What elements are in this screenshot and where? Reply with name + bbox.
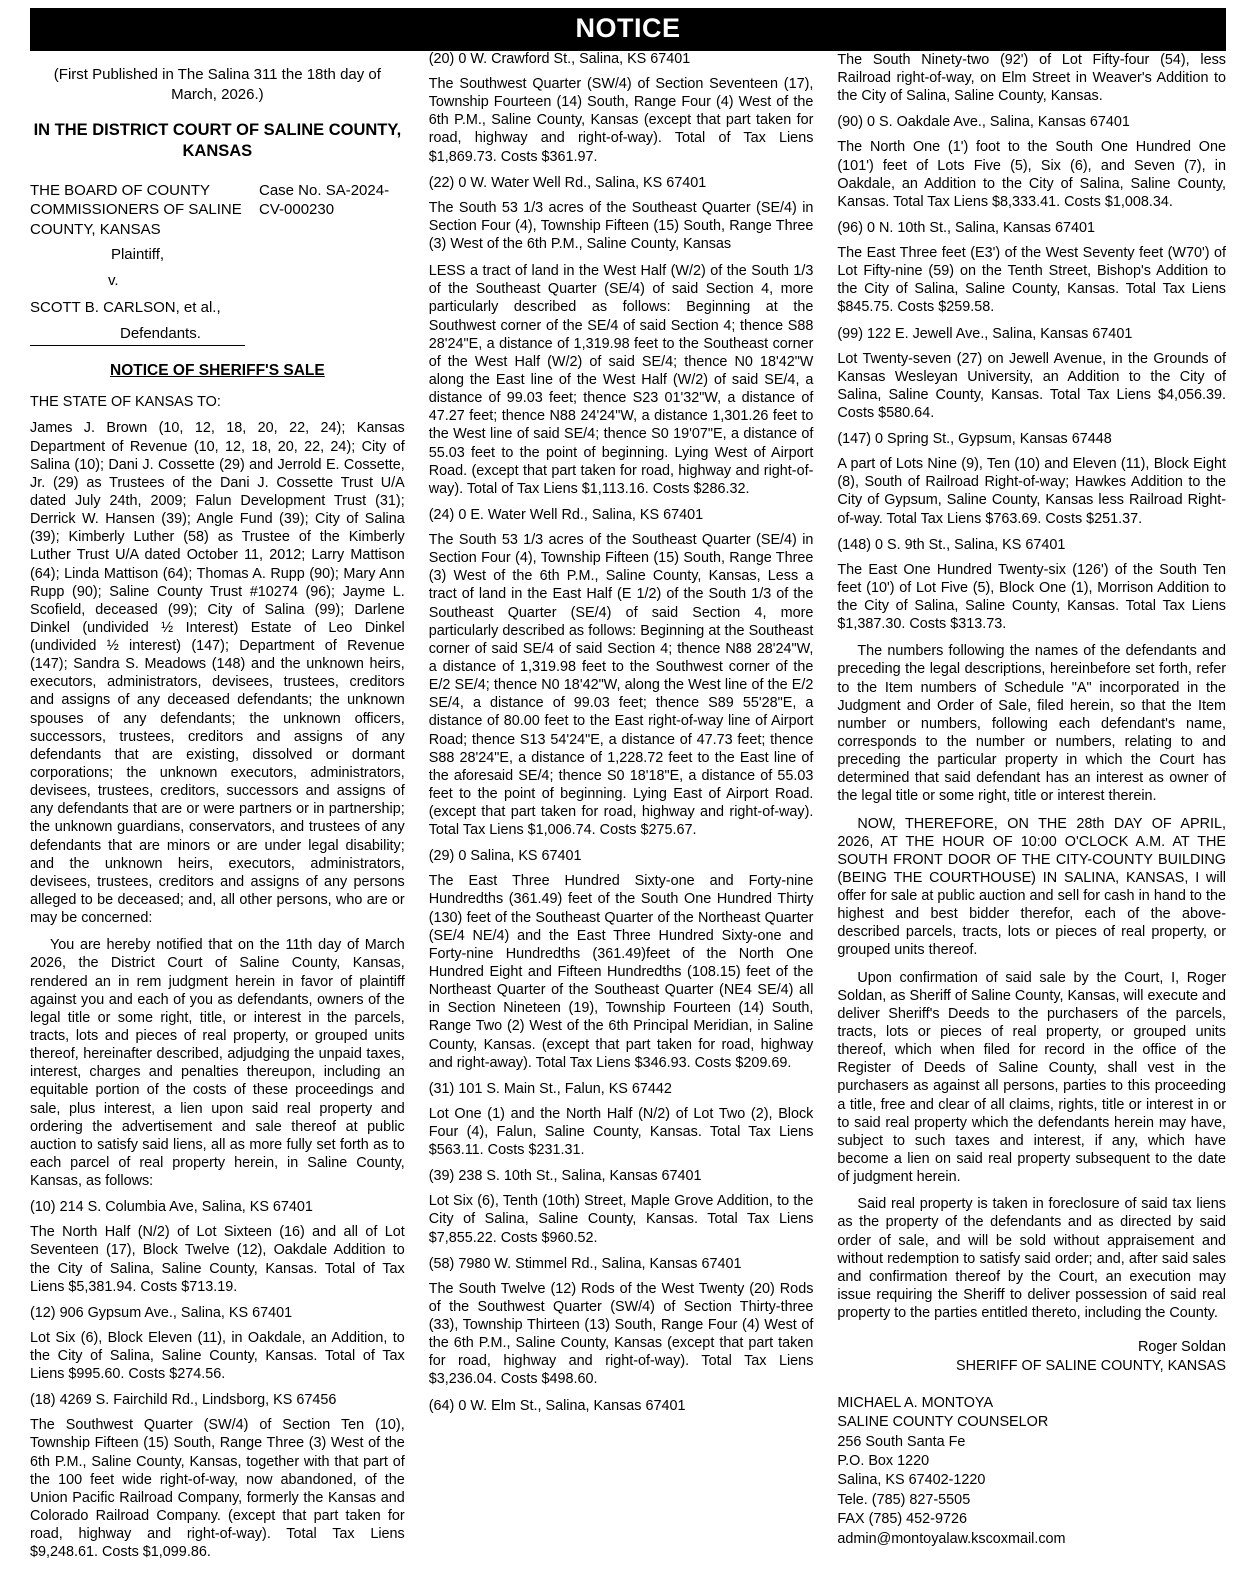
parcel-desc-39: Lot Six (6), Tenth (10th) Street, Maple Grove Addition, to the City of Salina, Saline County, Kansas. Total Tax Liens $7,855.22. Costs $960.52. xyxy=(428,1193,814,1246)
parcel-head-99: (99) 122 E. Jewell Ave., Salina, Kansas 67401 xyxy=(837,325,1133,342)
parcel-head-96: (96) 0 N. 10th St., Salina, Kansas 67401 xyxy=(837,219,1095,236)
notice-paragraph: You are hereby notified that on the 11th day of March 2026, the District Court of Saline County, Kansas, rendered an in rem judgment herein in favor of plaintiff against you and each of you as defendants, owners of the legal title or some right, title, or interest in the parcels, tracts, lots and pieces of real property, or grouped units thereof, hereinafter described, adjudging the unpaid taxes, interest, charges and penalties thereupon, including an equitable portion of the costs of these proceedings and sale, plus interest, a lien upon said real property and ordering the advertisement and sale thereof at public auction to satisfy said liens, all as more fully set forth as to each parcel of real property herein, in Saline County, Kansas, as follows: xyxy=(30,937,405,1190)
counselor-telephone: Tele. (785) 827-5505 xyxy=(837,1491,971,1508)
defendants-label: Defendants. xyxy=(30,324,245,347)
counselor-title: SALINE COUNTY COUNSELOR xyxy=(837,1414,1049,1431)
schedule-numbers-paragraph: The numbers following the names of the defendants and preceding the legal descriptions, hereinbefore set forth, refer to the Item numbers of Schedule "A" incorporated in the Judgment and Order of Sale, filed herein, so that the Item number or numbers, following each defendant's name, corresponds to the number or numbers, relating to and preceding the particular property in which the Court has determined that said defendant has an interest as owner of the legal title or some right, title or interest therein. xyxy=(837,643,1226,805)
parcel-head-24: (24) 0 E. Water Well Rd., Salina, KS 67401 xyxy=(428,506,704,523)
plaintiff-label: Plaintiff, xyxy=(110,246,165,264)
parcel-head-22: (22) 0 W. Water Well Rd., Salina, KS 67401 xyxy=(428,174,707,191)
parcel-head-39: (39) 238 S. 10th St., Salina, Kansas 67401 xyxy=(428,1168,702,1185)
parcel-desc-64: The South Ninety-two (92') of Lot Fifty-four (54), less Railroad right-of-way, on Elm Street in Weaver's Addition to the City of Salina, Saline County, Kansas. xyxy=(837,52,1226,105)
parcel-desc-58: The South Twelve (12) Rods of the West Twenty (20) Rods of the Southwest Quarter (SW/4) of Section Thirty-three (33), Township Thirteen (13) South, Range Four (4) West of the 6th P.M., Saline County, Kansas (except that part taken for road, highway and right-of-way). Total Tax Liens $3,236.04. Costs $498.60. xyxy=(428,1280,814,1388)
counselor-address-1: 256 South Santa Fe xyxy=(837,1433,966,1450)
confirmation-paragraph: Upon confirmation of said sale by the Court, I, Roger Soldan, as Sheriff of Saline County, Kansas, will execute and deliver Sheriff's Deeds to the purchasers of the parcels, tracts, lots or pieces of real property, or grouped units thereof, which when filed for record in the office of the Register of Deeds of Saline County, shall vest in the purchasers as against all persons, parties to this proceeding a title, free and clear of all claims, rights, title or interest in or to said real property which the defendants herein may have, subject to such taxes and interest, if any, which have become a lien on said real property subsequent to the date of judgment herein. xyxy=(837,969,1226,1186)
caption-parties xyxy=(30,181,253,347)
parcel-desc-10: The North Half (N/2) of Lot Sixteen (16) and all of Lot Seventeen (17), Block Twelve (12), Oakdale Addition to the City of Salina, Saline County, Kansas. Total of Tax Liens $5,381.94. Costs $713.19. xyxy=(30,1224,405,1295)
signature-block xyxy=(837,1338,1226,1375)
state-of-kansas-line: THE STATE OF KANSAS TO: xyxy=(30,394,221,411)
article-columns xyxy=(30,51,1226,1570)
parcel-head-18: (18) 4269 S. Fairchild Rd., Lindsborg, KS 67456 xyxy=(30,1392,337,1409)
parcel-head-12: (12) 906 Gypsum Ave., Salina, KS 67401 xyxy=(30,1304,293,1321)
notice-banner: NOTICE xyxy=(30,8,1226,51)
parcel-desc-90: The North One (1') foot to the South One Hundred One (101') feet of Lots Five (5), Six (6), and Seven (7), in Oakdale, an Addition to the City of Salina, Saline County, Kansas. Total Tax Liens $8,333.41. Costs $1,008.34. xyxy=(837,139,1226,210)
foreclosure-paragraph: Said real property is taken in foreclosure of said tax liens as the property of the defendants and as directed by said order of sale, and will be sold without appraisement and without redemption to satisfy said order; and, after said sales and confirmation thereof by the Court, an execution may issue requiring the Sheriff to deliver possession of said real property to the parties entitled thereto, including the County. xyxy=(837,1196,1226,1322)
parcel-head-147: (147) 0 Spring St., Gypsum, Kansas 67448 xyxy=(837,431,1112,448)
versus-label: v. xyxy=(108,271,119,289)
defendant-name: SCOTT B. CARLSON, et al., xyxy=(30,299,221,317)
counselor-contact-block xyxy=(837,1394,1226,1550)
column-3 xyxy=(831,51,1226,1570)
counselor-fax: FAX (785) 452-9726 xyxy=(837,1511,967,1528)
parcel-head-20: (20) 0 W. Crawford St., Salina, KS 67401 xyxy=(428,51,691,67)
parcel-desc-148: The East One Hundred Twenty-six (126') of the South Ten feet (10') of Lot Five (5), Block One (1), Morrison Addition to the City of Salina, Saline County, Kansas. Total Tax Liens $1,387.30. Costs $313.73. xyxy=(837,561,1226,633)
parcel-head-29: (29) 0 Salina, KS 67401 xyxy=(428,848,582,865)
parcel-head-58: (58) 7980 W. Stimmel Rd., Salina, Kansas 67401 xyxy=(428,1255,742,1272)
parcel-desc-22: The South 53 1/3 acres of the Southeast Quarter (SE/4) in Section Four (4), Township Fifteen (15) South, Range Three (3) West of the 6th P.M., Saline County, Kansas xyxy=(428,199,814,252)
parcel-desc-96: The East Three feet (E3') of the West Seventy feet (W70') of Lot Fifty-nine (59) on the Tenth Street, Bishop's Addition to the City of Salina, Saline County, Kansas. Total Tax Liens $845.75. Costs $259.58. xyxy=(837,244,1226,316)
parcel-desc-147: A part of Lots Nine (9), Ten (10) and Eleven (11), Block Eight (8), South of Railroad Right-of-way; Hawkes Addition to the City of Gypsum, Saline County, Kansas less Railroad Right-of-way. Total Tax Liens $763.69. Costs $251.37. xyxy=(837,456,1226,527)
parcel-desc-20: The Southwest Quarter (SW/4) of Section Seventeen (17), Township Fourteen (14) South, Range Four (4) West of the 6th P.M., Saline County, Kansas (except that part taken for road, highway and right-of-way). Total of Tax Liens $1,869.73. Costs $361.97. xyxy=(428,76,814,165)
plaintiff-name: THE BOARD OF COUNTY COMMISSIONERS OF SALINE COUNTY, KANSAS xyxy=(30,181,242,238)
column-1 xyxy=(30,51,425,1570)
parcel-desc-24: The South 53 1/3 acres of the Southeast Quarter (SE/4) in Section Four (4), Township Fifteen (15) South, Range Three (3) West of the 6th P.M., Saline County, Kansas, Less a tract of land in the East Half (E 1/2) of the South 1/3 of the Southeast Quarter (SE/4) of said Section 4, more particularly described as follows: Beginning at the Southeast corner of said SE/4 of said Section 4; thence N88 28'24"W, a distance of 1,319.98 feet to the Southwest corner of the E/2 SE/4; thence N0 18'42"W, along the West line of the E/2 SE/4, a distance of 99.03 feet; thence S89 55'28"E, a distance of 80.00 feet to the East right-of-way line of Airport Road; thence S13 54'24"E, a distance of 47.73 feet; thence S88 28'24"E, a distance of 1,228.72 feet to the East line of the aforesaid SE/4; thence S0 18'18"E, a distance of 55.03 feet to the point of beginning. Lying East of Airport Road. (except that part taken for road, highway and right-of-way). Total Tax Liens $1,006.74. Costs $275.67. xyxy=(428,531,814,839)
sheriff-name: Roger Soldan xyxy=(1137,1339,1226,1356)
parcel-desc-18: The Southwest Quarter (SW/4) of Section Ten (10), Township Fifteen (15) South, Range Three (3) West of the 6th P.M., Saline County, Kansas, together with that part of the 100 feet wide right-of-way, now abandoned, of the Union Pacific Railroad Company, formerly the Kansas and Colorado Railroad Company. (except that part taken for road, highway and right-of-way). Total Tax Liens $9,248.61. Costs $1,099.86. xyxy=(30,1417,405,1561)
case-caption xyxy=(30,181,405,347)
parcel-head-64: (64) 0 W. Elm St., Salina, Kansas 67401 xyxy=(428,1397,686,1414)
parcel-head-148: (148) 0 S. 9th St., Salina, KS 67401 xyxy=(837,536,1066,553)
parcel-head-31: (31) 101 S. Main St., Falun, KS 67442 xyxy=(428,1080,672,1097)
now-therefore-paragraph: NOW, THEREFORE, ON THE 28th DAY OF APRIL, 2026, AT THE HOUR OF 10:00 O'CLOCK A.M. AT THE SOUTH FRONT DOOR OF THE CITY-COUNTY BUILDING (BEING THE COURTHOUSE) IN SALINA, KANSAS, I will offer for sale at public auction and sell for cash in hand to the highest and best bidder therefor, each of the above-described parcels, tracts, lots or pieces of real property, or grouped units thereof. xyxy=(837,815,1226,959)
counselor-name: MICHAEL A. MONTOYA xyxy=(837,1394,994,1411)
parcel-desc-99: Lot Twenty-seven (27) on Jewell Avenue, in the Grounds of Kansas Wesleyan University, an Addition to the City of Salina, Saline County, Kansas. Total Tax Liens $4,056.39. Costs $580.64. xyxy=(837,350,1226,421)
parcel-head-10: (10) 214 S. Columbia Ave, Salina, KS 67401 xyxy=(30,1199,313,1216)
case-number: Case No. SA-2024-CV-000230 xyxy=(259,181,390,219)
counselor-email: admin@montoyalaw.kscoxmail.com xyxy=(837,1530,1066,1547)
parcel-head-90: (90) 0 S. Oakdale Ave., Salina, Kansas 67401 xyxy=(837,114,1130,131)
column-2 xyxy=(425,51,832,1570)
defendant-list-paragraph: James J. Brown (10, 12, 18, 20, 22, 24); Kansas Department of Revenue (10, 12, 18, 20, 22, 24); City of Salina (10); Dani J. Cossette (29) and Jerrold E. Cossette, Jr. (29) as Trustees of the Dani J. Cossette Trust U/A dated July 24th, 2009; Falun Development Trust (31); Derrick W. Hansen (39); Angle Fund (39); City of Salina (39); Kimberly Luther (58) as Trustee of the Kimberly Luther Trust U/A dated October 11, 2012; Larry Mattison (64); Linda Mattison (64); Thomas A. Rupp (90); Mary Ann Rupp (90); Saline County Trust #10274 (96); Jayme L. Scofield, deceased (99); City of Salina (99); Darlene Dinkel (undivided ½ Interest) Estate of Leo Dinkel (undivided ½ interest) (147); Department of Revenue (147); Sandra S. Meadows (148) and the unknown heirs, executors, administrators, devisees, trustees, creditors and assigns of any deceased defendants; the unknown spouses of any defendants; the unknown officers, successors, trustees, creditors and assigns of any defendants that are existing, dissolved or dormant corporations; the unknown executors, administrators, devisees, trustees, creditors, successors and assigns of any defendants that are or were partners or in partnership; the unknown guardians, conservators, and trustees of any defendants that are minors or are under legal disability; and the unknown heirs, executors, administrators, devisees, trustees, creditors and assigns of any persons alleged to be deceased; and, all other persons, who are or may be concerned: xyxy=(30,420,405,927)
court-title: IN THE DISTRICT COURT OF SALINE COUNTY, KANSAS xyxy=(33,121,402,161)
sale-title: NOTICE OF SHERIFF'S SALE xyxy=(110,362,325,380)
parcel-desc-29: The East Three Hundred Sixty-one and Forty-nine Hundredths (361.49) feet of the South One Hundred Thirty (130) feet of the Southeast Quarter of the Northeast Quarter (SE/4 NE/4) and the East Three Hundred Sixty-one and Forty-nine Hundredths (361.49)feet of the North One Hundred Eight and Fifteen Hundredths (108.15) feet of the Northeast Quarter of the Southeast Quarter (NE4 SE/4) all in Section Nineteen (19), Township Fourteen (14) South, Range Two (2) West of the 6th Principal Meridian, in Saline County, Kansas. (except that part taken for road, highway and right-away). Total Tax Liens $346.93. Costs $209.69. xyxy=(428,873,814,1071)
publication-line: (First Published in The Salina 311 the 18th day of March, 2026.) xyxy=(53,66,381,103)
parcel-desc-22-less: LESS a tract of land in the West Half (W/2) of the South 1/3 of the Southeast Quarter (SE/4) of said Section 4, more particularly described as follows: Beginning at the Southwest corner of the SE/4 of said Section 4; thence S88 28'24"E, a distance of 1,319.98 feet to the Southeast corner of the West Half (W/2) of said SE/4; thence N0 18'42"W along the East line of the West Half (W/2) of said SE/4, a distance of 99.03 feet; thence S23 01'32"W, a distance of 47.27 feet; thence N88 24'24"W, a distance 1,301.26 feet to the West line of said SE/4; thence S0 19'07"E, a distance of 55.03 feet to the point of beginning. Lying West of Airport Road. (except that part taken for road, highway and right-of-way). Total of Tax Liens $1,113.16. Costs $286.32. xyxy=(428,263,814,497)
sheriff-title: SHERIFF OF SALINE COUNTY, KANSAS xyxy=(955,1358,1226,1375)
parcel-desc-12: Lot Six (6), Block Eleven (11), in Oakdale, an Addition, to the City of Salina, Saline County, Kansas. Total of Tax Liens $995.60. Costs $274.56. xyxy=(30,1329,405,1383)
parcel-desc-31: Lot One (1) and the North Half (N/2) of Lot Two (2), Block Four (4), Falun, Saline County, Kansas. Total Tax Liens $563.11. Costs $231.31. xyxy=(428,1105,814,1159)
counselor-address-2: P.O. Box 1220 xyxy=(837,1453,930,1470)
counselor-address-3: Salina, KS 67402-1220 xyxy=(837,1472,986,1489)
